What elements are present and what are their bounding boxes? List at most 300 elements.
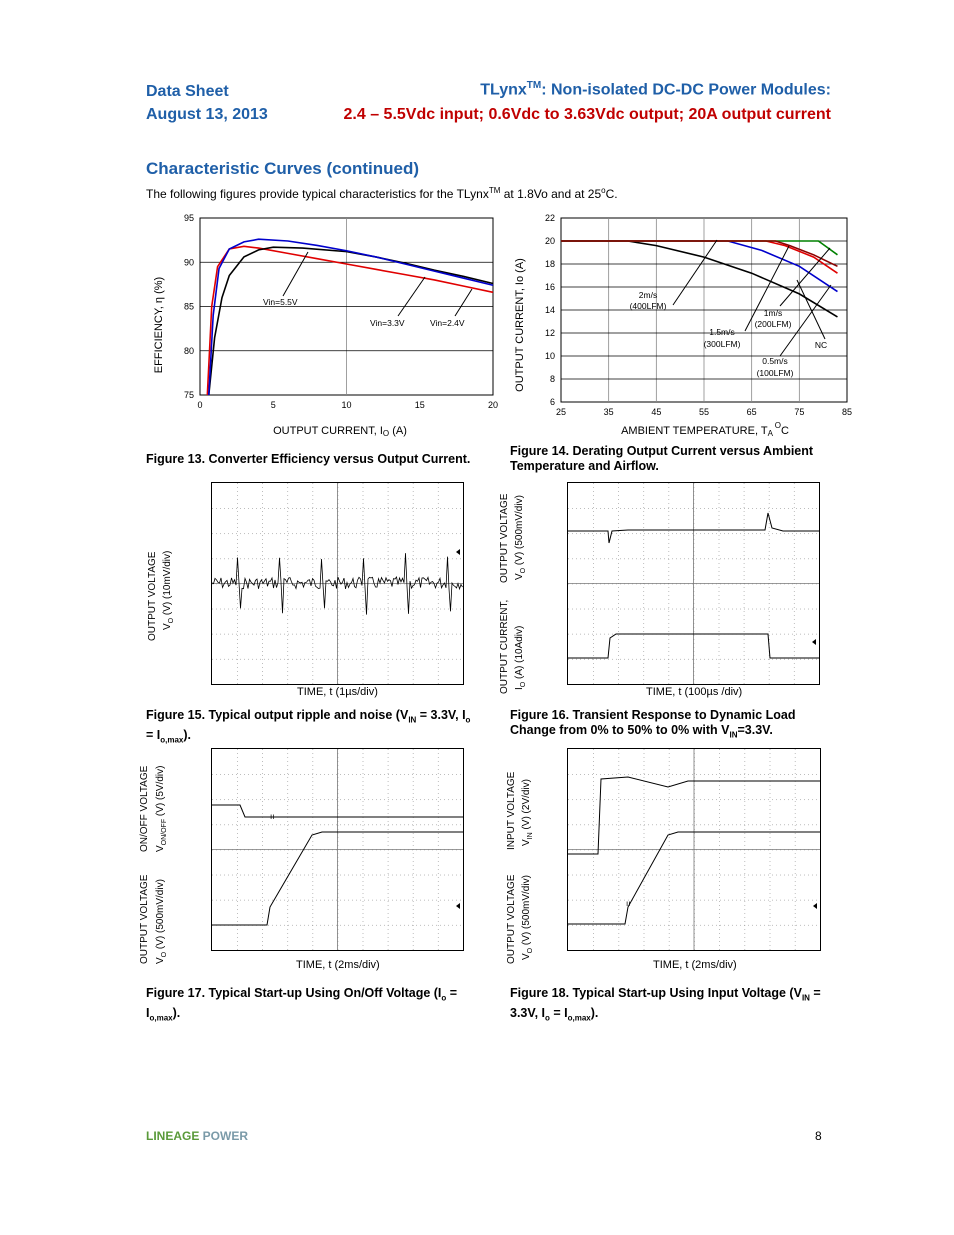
grid-dot	[262, 483, 263, 484]
grid-dot	[672, 824, 673, 825]
grid-dot	[696, 533, 697, 534]
grid-dot	[812, 900, 813, 901]
grid-dot	[438, 893, 439, 894]
grid-dot	[744, 773, 745, 774]
grid-dot	[364, 925, 365, 926]
grid-dot	[744, 587, 745, 588]
grid-dot	[388, 773, 389, 774]
grid-dot	[580, 609, 581, 610]
grid-dot	[692, 533, 693, 534]
grid-dot	[672, 558, 673, 559]
grid-dot	[644, 845, 645, 846]
grid-dot	[644, 774, 645, 775]
grid-dot	[312, 824, 313, 825]
grid-dot	[404, 875, 405, 876]
grid-dot	[332, 533, 333, 534]
grid-dot	[770, 777, 771, 778]
grid-dot	[780, 609, 781, 610]
grid-dot	[769, 675, 770, 676]
grid-dot	[669, 821, 670, 822]
grid-dot	[438, 659, 439, 660]
grid-dot	[388, 869, 389, 870]
grid-dot	[593, 861, 594, 862]
grid-dot	[237, 881, 238, 882]
series-line	[561, 241, 837, 266]
grid-dot	[568, 774, 569, 775]
grid-dot	[720, 824, 721, 825]
grid-dot	[404, 634, 405, 635]
grid-dot	[780, 774, 781, 775]
grid-dot	[776, 900, 777, 901]
grid-dot	[744, 875, 745, 876]
grid-dot	[438, 527, 439, 528]
grid-dot	[719, 603, 720, 604]
grid-dot	[572, 900, 573, 901]
grid-dot	[328, 508, 329, 509]
grid-dot	[816, 900, 817, 901]
grid-dot	[262, 933, 263, 934]
grid-dot	[232, 900, 233, 901]
grid-dot	[312, 631, 313, 632]
grid-dot	[744, 789, 745, 790]
grid-dot	[700, 824, 701, 825]
grid-dot	[237, 635, 238, 636]
grid-dot	[363, 757, 364, 758]
grid-dot	[262, 869, 263, 870]
grid-dot	[216, 634, 217, 635]
grid-dot	[328, 558, 329, 559]
grid-dot	[748, 824, 749, 825]
grid-dot	[732, 508, 733, 509]
grid-dot	[669, 949, 670, 950]
fig16-ylabel-bot-2: $I_O$ (A) (10Adiv)	[514, 625, 527, 690]
grid-dot	[438, 495, 439, 496]
grid-dot	[593, 607, 594, 608]
grid-dot	[769, 567, 770, 568]
grid-dot	[363, 749, 364, 750]
grid-dot	[744, 579, 745, 580]
grid-dot	[652, 799, 653, 800]
grid-dot	[668, 533, 669, 534]
grid-dot	[336, 799, 337, 800]
grid-dot	[669, 749, 670, 750]
grid-dot	[593, 679, 594, 680]
grid-dot	[618, 631, 619, 632]
grid-dot	[800, 634, 801, 635]
grid-dot	[216, 558, 217, 559]
grid-dot	[643, 683, 644, 684]
grid-dot	[262, 809, 263, 810]
grid-dot	[769, 623, 770, 624]
grid-dot	[593, 865, 594, 866]
grid-dot	[696, 799, 697, 800]
grid-dot	[795, 837, 796, 838]
derating-annotations	[630, 240, 831, 378]
grid-dot	[576, 925, 577, 926]
grid-dot	[716, 925, 717, 926]
grid-dot	[438, 837, 439, 838]
grid-dot	[312, 603, 313, 604]
grid-dot	[272, 609, 273, 610]
grid-dot	[769, 635, 770, 636]
grid-dot	[643, 623, 644, 624]
grid-dot	[772, 508, 773, 509]
grid-dot	[769, 599, 770, 600]
grid-dot	[412, 824, 413, 825]
grid-dot	[744, 551, 745, 552]
grid-dot	[816, 533, 817, 534]
grid-dot	[284, 508, 285, 509]
fig15-scope	[211, 482, 464, 685]
grid-dot	[618, 817, 619, 818]
grid-dot	[413, 563, 414, 564]
grid-dot	[644, 809, 645, 810]
grid-dot	[237, 777, 238, 778]
grid-dot	[688, 925, 689, 926]
grid-dot	[744, 627, 745, 628]
grid-dot	[356, 634, 357, 635]
grid-dot	[312, 527, 313, 528]
grid-dot	[312, 929, 313, 930]
grid-dot	[736, 824, 737, 825]
grid-dot	[296, 533, 297, 534]
grid-dot	[236, 875, 237, 876]
grid-dot	[643, 567, 644, 568]
grid-dot	[276, 659, 277, 660]
grid-dot	[412, 508, 413, 509]
grid-dot	[669, 901, 670, 902]
grid-dot	[237, 579, 238, 580]
grid-dot	[684, 558, 685, 559]
grid-dot	[372, 508, 373, 509]
grid-dot	[794, 567, 795, 568]
grid-dot	[287, 611, 288, 612]
product-subtitle: 2.4 – 5.5Vdc input; 0.6Vdc to 3.63Vdc output; 20A output current	[343, 106, 831, 123]
grid-dot	[237, 905, 238, 906]
grid-dot	[604, 634, 605, 635]
grid-dot	[719, 607, 720, 608]
grid-dot	[640, 925, 641, 926]
grid-dot	[248, 824, 249, 825]
grid-dot	[794, 551, 795, 552]
grid-dot	[372, 824, 373, 825]
grid-dot	[287, 607, 288, 608]
grid-dot	[368, 533, 369, 534]
grid-dot	[612, 875, 613, 876]
grid-dot	[413, 639, 414, 640]
grid-dot	[356, 875, 357, 876]
grid-dot	[436, 925, 437, 926]
grid-dot	[312, 821, 313, 822]
grid-dot	[744, 531, 745, 532]
grid-dot	[618, 547, 619, 548]
grid-dot	[292, 824, 293, 825]
grid-dot	[656, 875, 657, 876]
grid-dot	[413, 675, 414, 676]
grid-dot	[618, 591, 619, 592]
grid-dot	[452, 774, 453, 775]
grid-dot	[438, 627, 439, 628]
grid-dot	[688, 824, 689, 825]
grid-dot	[744, 885, 745, 886]
grid-dot	[237, 523, 238, 524]
grid-dot	[628, 558, 629, 559]
grid-dot	[732, 609, 733, 610]
grid-dot	[413, 801, 414, 802]
grid-dot	[287, 591, 288, 592]
grid-dot	[413, 785, 414, 786]
grid-dot	[643, 663, 644, 664]
grid-dot	[224, 799, 225, 800]
grid-dot	[312, 551, 313, 552]
grid-dot	[744, 861, 745, 862]
grid-dot	[643, 615, 644, 616]
grid-dot	[644, 829, 645, 830]
grid-dot	[388, 683, 389, 684]
grid-dot	[438, 539, 439, 540]
grid-dot	[796, 634, 797, 635]
grid-dot	[262, 901, 263, 902]
grid-dot	[296, 558, 297, 559]
grid-dot	[363, 515, 364, 516]
grid-dot	[413, 829, 414, 830]
grid-dot	[264, 774, 265, 775]
grid-dot	[456, 824, 457, 825]
grid-dot	[576, 799, 577, 800]
grid-dot	[744, 571, 745, 572]
grid-dot	[392, 558, 393, 559]
grid-dot	[618, 837, 619, 838]
grid-dot	[672, 508, 673, 509]
grid-dot	[584, 774, 585, 775]
grid-dot	[262, 503, 263, 504]
grid-dot	[792, 634, 793, 635]
grid-dot	[438, 809, 439, 810]
grid-dot	[372, 609, 373, 610]
grid-dot	[676, 533, 677, 534]
grid-dot	[669, 885, 670, 886]
grid-dot	[388, 663, 389, 664]
grid-dot	[438, 503, 439, 504]
grid-dot	[438, 635, 439, 636]
grid-dot	[794, 643, 795, 644]
grid-dot	[438, 543, 439, 544]
grid-dot	[368, 900, 369, 901]
grid-dot	[376, 609, 377, 610]
grid-dot	[788, 508, 789, 509]
grid-dot	[388, 774, 389, 775]
grid-dot	[368, 558, 369, 559]
grid-dot	[618, 507, 619, 508]
grid-dot	[388, 567, 389, 568]
grid-dot	[352, 799, 353, 800]
grid-dot	[304, 925, 305, 926]
grid-dot	[768, 774, 769, 775]
grid-dot	[413, 757, 414, 758]
grid-dot	[438, 841, 439, 842]
grid-dot	[712, 508, 713, 509]
grid-dot	[795, 749, 796, 750]
grid-dot	[438, 651, 439, 652]
grid-dot	[644, 873, 645, 874]
grid-dot	[413, 881, 414, 882]
grid-dot	[363, 797, 364, 798]
grid-dot	[416, 609, 417, 610]
grid-dot	[388, 535, 389, 536]
grid-dot	[438, 785, 439, 786]
grid-dot	[618, 929, 619, 930]
grid-dot	[593, 683, 594, 684]
grid-dot	[643, 491, 644, 492]
grid-dot	[776, 558, 777, 559]
grid-dot	[363, 603, 364, 604]
grid-dot	[696, 774, 697, 775]
grid-dot	[684, 875, 685, 876]
grid-dot	[237, 913, 238, 914]
grid-dot	[438, 941, 439, 942]
grid-dot	[252, 900, 253, 901]
x-tick-label: 10	[341, 400, 352, 410]
grid-dot	[328, 875, 329, 876]
grid-dot	[804, 533, 805, 534]
grid-dot	[648, 875, 649, 876]
grid-dot	[287, 825, 288, 826]
grid-dot	[260, 659, 261, 660]
grid-dot	[364, 900, 365, 901]
grid-dot	[644, 785, 645, 786]
grid-dot	[676, 799, 677, 800]
grid-dot	[624, 925, 625, 926]
grid-dot	[388, 881, 389, 882]
grid-dot	[380, 508, 381, 509]
grid-dot	[413, 643, 414, 644]
grid-dot	[604, 609, 605, 610]
grid-dot	[363, 615, 364, 616]
grid-dot	[388, 781, 389, 782]
grid-dot	[770, 749, 771, 750]
grid-dot	[448, 799, 449, 800]
grid-dot	[363, 773, 364, 774]
grid-dot	[448, 925, 449, 926]
grid-dot	[652, 875, 653, 876]
grid-dot	[287, 941, 288, 942]
fig16-caption: Figure 16. Transient Response to Dynamic Load Change from 0% to 50% to 0% with $V_{IN}=3.3V$.	[510, 708, 796, 740]
grid-dot	[324, 824, 325, 825]
grid-dot	[618, 571, 619, 572]
grid-dot	[392, 609, 393, 610]
grid-dot	[784, 508, 785, 509]
grid-dot	[808, 900, 809, 901]
grid-dot	[643, 575, 644, 576]
grid-dot	[404, 925, 405, 926]
grid-dot	[356, 900, 357, 901]
grid-dot	[744, 508, 745, 509]
grid-dot	[444, 634, 445, 635]
grid-dot	[656, 659, 657, 660]
grid-dot	[287, 801, 288, 802]
grid-dot	[604, 508, 605, 509]
grid-dot	[388, 487, 389, 488]
grid-dot	[262, 777, 263, 778]
grid-dot	[240, 609, 241, 610]
grid-dot	[669, 781, 670, 782]
grid-dot	[237, 845, 238, 846]
grid-dot	[593, 675, 594, 676]
grid-dot	[237, 611, 238, 612]
grid-dot	[287, 857, 288, 858]
grid-dot	[704, 533, 705, 534]
grid-dot	[363, 941, 364, 942]
grid-dot	[413, 877, 414, 878]
grid-dot	[769, 563, 770, 564]
grid-dot	[668, 508, 669, 509]
grid-dot	[618, 575, 619, 576]
grid-dot	[593, 881, 594, 882]
grid-dot	[684, 533, 685, 534]
grid-dot	[413, 683, 414, 684]
grid-dot	[413, 575, 414, 576]
grid-dot	[413, 543, 414, 544]
grid-dot	[413, 659, 414, 660]
grid-dot	[708, 925, 709, 926]
fig18-ylabel-top: INPUT VOLTAGE	[506, 771, 517, 850]
grid-dot	[719, 825, 720, 826]
grid-dot	[744, 639, 745, 640]
grid-dot	[784, 799, 785, 800]
grid-dot	[719, 805, 720, 806]
grid-dot	[804, 925, 805, 926]
grid-dot	[413, 901, 414, 902]
grid-dot	[593, 631, 594, 632]
grid-dot	[744, 881, 745, 882]
grid-dot	[719, 575, 720, 576]
grid-dot	[344, 875, 345, 876]
grid-dot	[792, 659, 793, 660]
grid-dot	[669, 837, 670, 838]
grid-dot	[363, 531, 364, 532]
x-tick-label: 35	[603, 407, 614, 417]
x-tick-label: 85	[841, 407, 853, 417]
grid-dot	[304, 900, 305, 901]
grid-dot	[804, 558, 805, 559]
grid-dot	[669, 877, 670, 878]
grid-dot	[240, 659, 241, 660]
grid-dot	[616, 824, 617, 825]
grid-dot	[769, 627, 770, 628]
grid-dot	[413, 873, 414, 874]
grid-dot	[404, 774, 405, 775]
grid-dot	[438, 889, 439, 890]
grid-dot	[692, 824, 693, 825]
grid-dot	[262, 635, 263, 636]
grid-dot	[388, 857, 389, 858]
grid-dot	[232, 508, 233, 509]
grid-dot	[288, 558, 289, 559]
grid-dot	[656, 799, 657, 800]
grid-dot	[572, 799, 573, 800]
grid-dot	[593, 877, 594, 878]
grid-dot	[795, 765, 796, 766]
grid-dot	[262, 487, 263, 488]
grid-dot	[460, 609, 461, 610]
grid-dot	[618, 487, 619, 488]
grid-dot	[262, 889, 263, 890]
grid-dot	[624, 609, 625, 610]
grid-dot	[795, 869, 796, 870]
grid-dot	[388, 543, 389, 544]
grid-dot	[719, 789, 720, 790]
grid-dot	[618, 781, 619, 782]
